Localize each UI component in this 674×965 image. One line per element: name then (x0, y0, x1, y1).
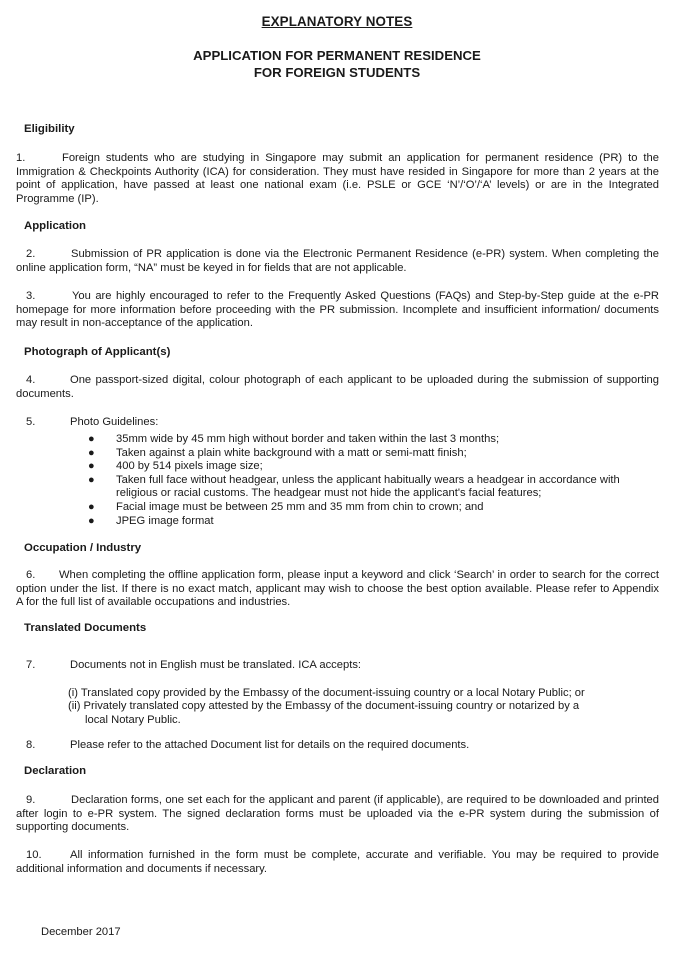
document-date: December 2017 (41, 926, 121, 938)
paragraph-text: Declaration forms, one set each for the applicant and parent (if applicable), are required to be downloaded and printed after login to e-PR system. The signed declaration forms must be uploaded via the e-PR system during the submission of supporting documents. (16, 794, 659, 834)
bullet-icon: ● (88, 473, 95, 486)
paragraph-text: Submission of PR application is done via the Electronic Permanent Residence (e-PR) system. When completing the online application form, “NA” must be keyed in for fields that are not applicable. (16, 248, 659, 274)
heading-application: Application (24, 220, 87, 232)
paragraph-2 (16, 248, 659, 275)
translation-option-ii: (ii) Privately translated copy attested by the Embassy of the document-issuing country or notarized by a local Notary Public. (68, 700, 580, 726)
paragraph-6 (16, 569, 659, 610)
list-item: ● JPEG image format (88, 514, 214, 527)
list-item: ● 400 by 514 pixels image size; (88, 460, 263, 473)
paragraph-number: 2. (26, 248, 36, 260)
heading-declaration: Declaration (24, 765, 87, 777)
subtitle-line-1: APPLICATION FOR PERMANENT RESIDENCE (193, 48, 481, 63)
heading-translated-documents: Translated Documents (24, 622, 147, 634)
paragraph-number: 5. (26, 416, 36, 428)
bullet-icon: ● (88, 433, 95, 445)
heading-eligibility: Eligibility (24, 123, 75, 135)
paragraph-text: One passport-sized digital, colour photograph of each applicant to be uploaded during the submission of supporting documents. (16, 374, 659, 400)
paragraph-text: All information furnished in the form must be complete, accurate and verifiable. You may be required to provide additional information and documents if necessary. (16, 849, 659, 875)
bullet-icon: ● (88, 500, 95, 513)
paragraph-9 (16, 794, 659, 835)
paragraph-number: 4. (26, 374, 36, 386)
paragraph-7 (16, 659, 659, 673)
paragraph-3 (16, 290, 659, 331)
list-item: ● Facial image must be between 25 mm and 35 mm from chin to crown; and (88, 500, 484, 513)
paragraph-8 (16, 739, 659, 753)
subtitle-line-2: FOR FOREIGN STUDENTS (253, 64, 421, 80)
paragraph-number: 9. (26, 794, 36, 806)
list-item: ● 35mm wide by 45 mm high without border and taken within the last 3 months; (88, 433, 500, 445)
paragraph-number: 10. (26, 849, 42, 861)
paragraph-5 (16, 416, 659, 430)
paragraph-text: Foreign students who are studying in Singapore may submit an application for permanent residence (PR) to the Immigration & Checkpoints Authority (ICA) for consideration. They must have resided in Singapore for more than 2 years at the point of application, have passed at least one national exam (i.e. PSLE or GCE ‘N’/‘O’/‘A’ levels) or are in the Integrated Programme (IP). (16, 152, 659, 205)
list-item: ● Taken full face without headgear, unless the applicant habitually wears a headgear in accordance with religious or racial customs. The headgear must not hide the applicant's facial features; (88, 473, 620, 500)
translation-option-i: (i) Translated copy provided by the Embassy of the document-issuing country or a local Notary Public; or (68, 687, 585, 699)
document-title: EXPLANATORY NOTES (261, 14, 413, 29)
photo-guidelines-list (88, 433, 648, 528)
list-item: ● Taken against a plain white background with a matt or semi-matt finish; (88, 446, 467, 459)
paragraph-number: 3. (26, 290, 36, 302)
bullet-icon: ● (88, 514, 95, 527)
paragraph-text: Please refer to the attached Document list for details on the required documents. (70, 739, 470, 751)
bullet-icon: ● (88, 460, 95, 473)
paragraph-number: 6. (26, 569, 36, 581)
paragraph-text: Documents not in English must be translated. ICA accepts: (70, 659, 362, 671)
paragraph-number: 1. (16, 152, 26, 164)
heading-photograph: Photograph of Applicant(s) (24, 346, 171, 358)
paragraph-4 (16, 374, 659, 401)
paragraph-1 (16, 152, 659, 206)
paragraph-text: You are highly encouraged to refer to the Frequently Asked Questions (FAQs) and Step-by-Step guide at the e-PR homepage for more information before proceeding with the PR submission. Incomplete and insufficient information/ documents may result in non-acceptance of the application. (16, 290, 659, 330)
paragraph-text: When completing the offline application form, please input a keyword and click ‘Search’ in order to search for the correct option under the list. If there is no exact match, applicant may wish to choose the best option available. Please refer to Appendix A for the full list of available occupations and industries. (16, 569, 659, 609)
paragraph-number: 7. (26, 659, 36, 671)
paragraph-number: 8. (26, 739, 36, 751)
photo-guidelines-label: Photo Guidelines: (70, 416, 159, 428)
document-subtitle (0, 48, 674, 81)
paragraph-10 (16, 849, 659, 876)
bullet-icon: ● (88, 446, 95, 459)
heading-occupation: Occupation / Industry (24, 542, 142, 554)
